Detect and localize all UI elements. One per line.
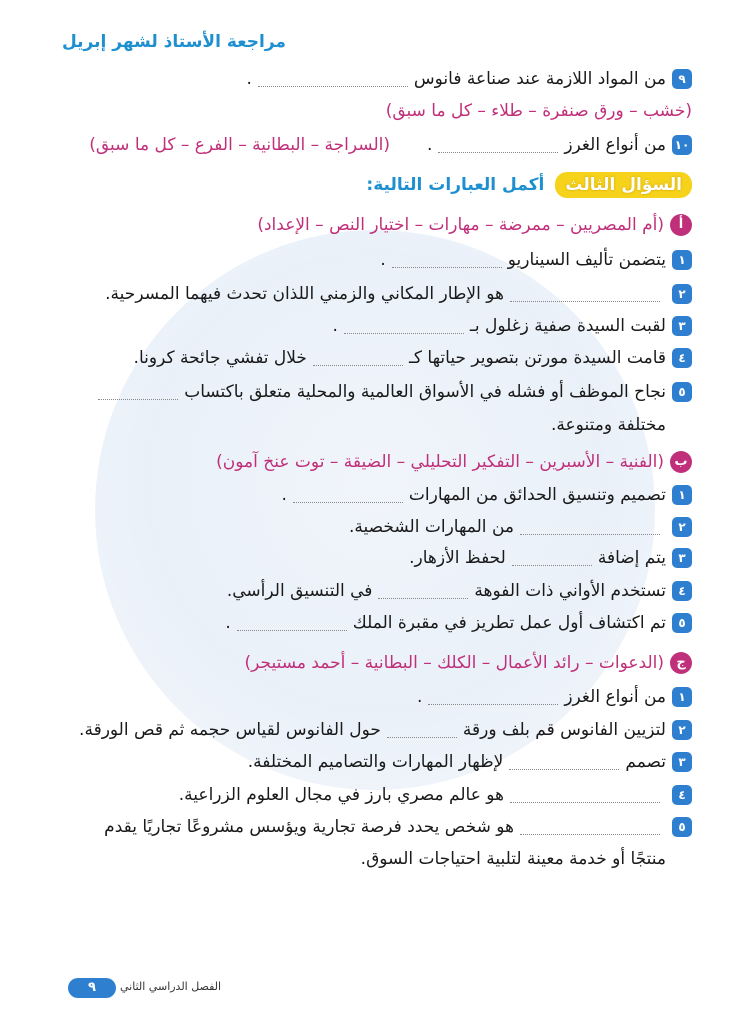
- blank-line[interactable]: [428, 690, 558, 705]
- page-number: ٩: [68, 978, 116, 998]
- page-title: مراجعة الأستاذ لشهر إبريل: [62, 32, 286, 52]
- b-item-4: ٤تستخدم الأواني ذات الفوهةفي التنسيق الرأسي.: [40, 580, 692, 602]
- section-letter: أ: [670, 214, 692, 236]
- a-item-5-cont: مختلفة ومتنوعة.: [551, 415, 666, 435]
- question-header: [366, 172, 692, 198]
- blank-line[interactable]: [510, 287, 660, 302]
- b-item-3: ٣يتم إضافةلحفظ الأزهار.: [40, 547, 692, 569]
- blank-line[interactable]: [509, 755, 619, 770]
- footer-semester: الفصل الدراسي الثاني: [120, 980, 222, 993]
- item-10: ١٠من أنواع الغرز.: [40, 134, 692, 156]
- blank-line[interactable]: [438, 138, 558, 153]
- item-9: ٩من المواد اللازمة عند صناعة فانوس.: [40, 68, 692, 90]
- blank-line[interactable]: [344, 319, 464, 334]
- blank-line[interactable]: [258, 72, 408, 87]
- section-letter: ب: [670, 451, 692, 473]
- c-item-5-cont: منتجًا أو خدمة معينة لتلبية احتياجات السوق.: [360, 849, 666, 869]
- c-item-1: ١من أنواع الغرز.: [40, 686, 692, 708]
- blank-line[interactable]: [520, 820, 660, 835]
- a-item-5: ٥نجاح الموظف أو فشله في الأسواق العالمية والمحلية متعلق باكتساب: [40, 381, 692, 403]
- a-item-4: ٤قامت السيدة مورتن بتصوير حياتها كـخلال تفشي جائحة كرونا.: [40, 347, 692, 369]
- section-a-choices: أ(أم المصريين – ممرضة – مهارات – اختيار النص – الإعداد): [40, 214, 692, 236]
- a-item-2: ٢هو الإطار المكاني والزمني اللذان تحدث فيهما المسرحية.: [40, 283, 692, 305]
- choices-9: (خشب – ورق صنفرة – طلاء – كل ما سبق): [385, 101, 692, 121]
- question-text: أكمل العبارات التالية:: [366, 175, 545, 195]
- c-item-3: ٣تصمملإظهار المهارات والتصاميم المختلفة.: [40, 751, 692, 773]
- question-badge: السؤال الثالث: [555, 172, 692, 198]
- b-item-5: ٥تم اكتشاف أول عمل تطريز في مقبرة الملك.: [40, 612, 692, 634]
- number-badge: ١٠: [672, 135, 692, 155]
- b-item-2: ٢من المهارات الشخصية.: [40, 516, 692, 538]
- section-letter: ج: [670, 652, 692, 674]
- blank-line[interactable]: [313, 351, 403, 366]
- number-badge: ٩: [672, 69, 692, 89]
- a-item-3: ٣لقبت السيدة صفية زغلول بـ.: [40, 315, 692, 337]
- choices-10: (السراجة – البطانية – الفرع – كل ما سبق): [89, 135, 390, 155]
- blank-line[interactable]: [237, 616, 347, 631]
- blank-line[interactable]: [520, 520, 660, 535]
- b-item-1: ١تصميم وتنسيق الحدائق من المهارات.: [40, 484, 692, 506]
- a-item-1: ١يتضمن تأليف السيناريو.: [40, 249, 692, 271]
- blank-line[interactable]: [293, 488, 403, 503]
- blank-line[interactable]: [512, 551, 592, 566]
- section-b-choices: ب(الفنية – الأسبرين – التفكير التحليلي – الضيقة – توت عنخ آمون): [40, 451, 692, 473]
- c-item-5: ٥هو شخص يحدد فرصة تجارية ويؤسس مشروعًا تجاريًا يقدم: [40, 816, 692, 838]
- blank-line[interactable]: [392, 253, 502, 268]
- blank-line[interactable]: [378, 584, 468, 599]
- section-c-choices: ج(الدعوات – رائد الأعمال – الكلك – البطانية – أحمد مستيجر): [40, 652, 692, 674]
- blank-line[interactable]: [510, 788, 660, 803]
- blank-line[interactable]: [387, 723, 457, 738]
- blank-line[interactable]: [98, 385, 178, 400]
- c-item-2: ٢لتزيين الفانوس قم بلف ورقةحول الفانوس لقياس حجمه ثم قص الورقة.: [40, 719, 692, 741]
- c-item-4: ٤هو عالم مصري بارز في مجال العلوم الزراعية.: [40, 784, 692, 806]
